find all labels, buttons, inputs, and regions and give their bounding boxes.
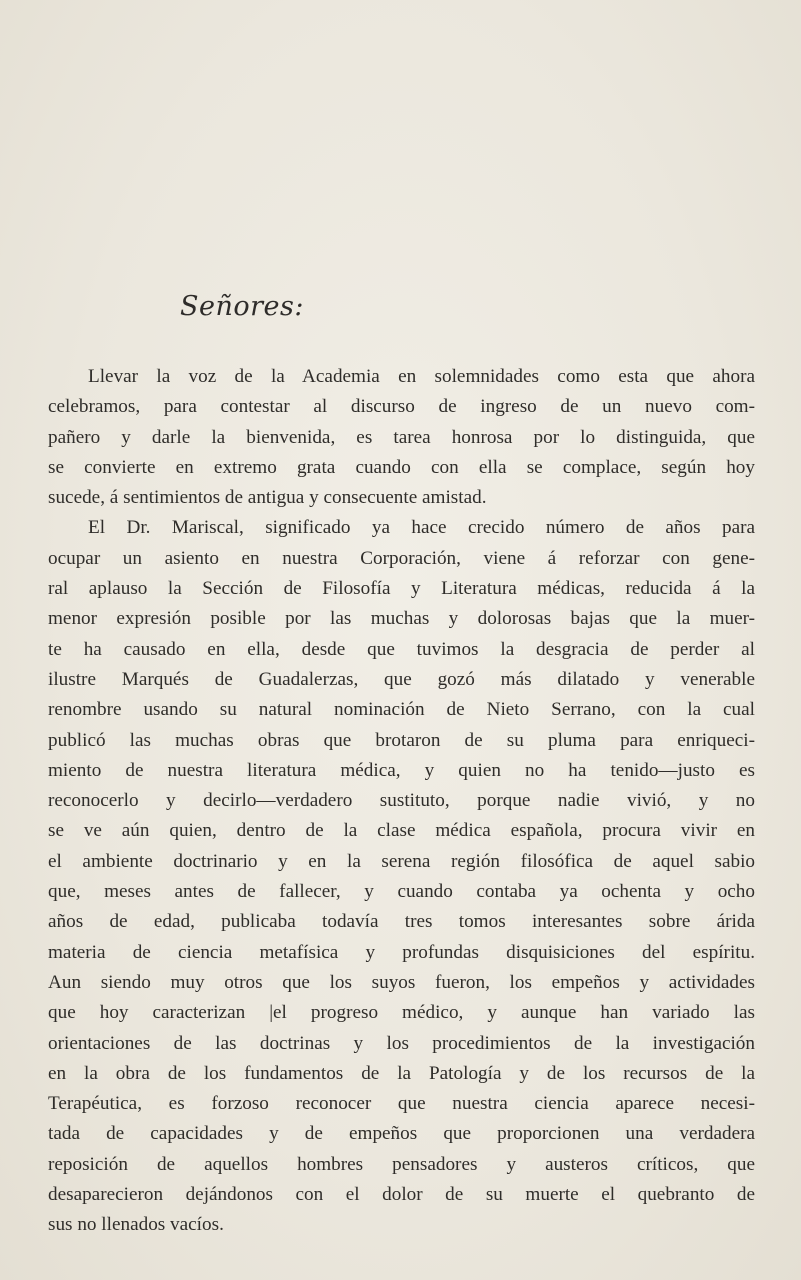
- text-line: ocupar un asiento en nuestra Corporación, viene á reforzar con gene-: [48, 547, 755, 569]
- text-line: sucede, á sentimientos de antigua y consecuente amistad.: [48, 487, 487, 509]
- text-line: Aun siendo muy otros que los suyos fueron, los empeños y actividades: [48, 971, 755, 993]
- text-line: Terapéutica, es forzoso reconocer que nuestra ciencia aparece necesi-: [48, 1093, 755, 1115]
- text-line: sus no llenados vacíos.: [48, 1214, 224, 1236]
- text-line: El Dr. Mariscal, significado ya hace crecido número de años para: [88, 517, 755, 539]
- text-line: se convierte en extremo grata cuando con ella se complace, según hoy: [48, 456, 755, 478]
- salutation-heading: Señores:: [180, 291, 304, 322]
- text-line: desaparecieron dejándonos con el dolor de su muerte el quebranto de: [48, 1184, 755, 1206]
- text-line: tada de capacidades y de empeños que proporcionen una verdadera: [48, 1123, 755, 1145]
- text-line: que hoy caracterizan |el progreso médico, y aunque han variado las: [48, 1002, 755, 1024]
- text-line: en la obra de los fundamentos de la Patología y de los recursos de la: [48, 1062, 755, 1084]
- text-line: menor expresión posible por las muchas y dolorosas bajas que la muer-: [48, 608, 755, 630]
- text-line: te ha causado en ella, desde que tuvimos la desgracia de perder al: [48, 638, 755, 660]
- body-text: [48, 362, 755, 1241]
- text-line: años de edad, publicaba todavía tres tomos interesantes sobre árida: [48, 911, 755, 933]
- text-line: publicó las muchas obras que brotaron de su pluma para enriqueci-: [48, 729, 755, 751]
- text-line: materia de ciencia metafísica y profundas disquisiciones del espíritu.: [48, 941, 755, 963]
- text-line: se ve aún quien, dentro de la clase médica española, procura vivir en: [48, 820, 755, 842]
- text-line: renombre usando su natural nominación de Nieto Serrano, con la cual: [48, 699, 755, 721]
- text-line: miento de nuestra literatura médica, y quien no ha tenido—justo es: [48, 759, 755, 781]
- text-line: el ambiente doctrinario y en la serena región filosófica de aquel sabio: [48, 850, 755, 872]
- text-line: que, meses antes de fallecer, y cuando contaba ya ochenta y ocho: [48, 881, 755, 903]
- text-line: celebramos, para contestar al discurso de ingreso de un nuevo com-: [48, 396, 755, 418]
- text-line: Llevar la voz de la Academia en solemnidades como esta que ahora: [88, 366, 755, 387]
- text-line: ral aplauso la Sección de Filosofía y Literatura médicas, reducida á la: [48, 578, 755, 600]
- text-line: ilustre Marqués de Guadalerzas, que gozó más dilatado y venerable: [48, 668, 755, 690]
- text-line: reconocerlo y decirlo—verdadero sustituto, porque nadie vivió, y no: [48, 790, 755, 812]
- text-line: orientaciones de las doctrinas y los procedimientos de la investigación: [48, 1032, 755, 1054]
- text-line: pañero y darle la bienvenida, es tarea honrosa por lo distinguida, que: [48, 426, 755, 448]
- text-line: reposición de aquellos hombres pensadores y austeros críticos, que: [48, 1153, 755, 1175]
